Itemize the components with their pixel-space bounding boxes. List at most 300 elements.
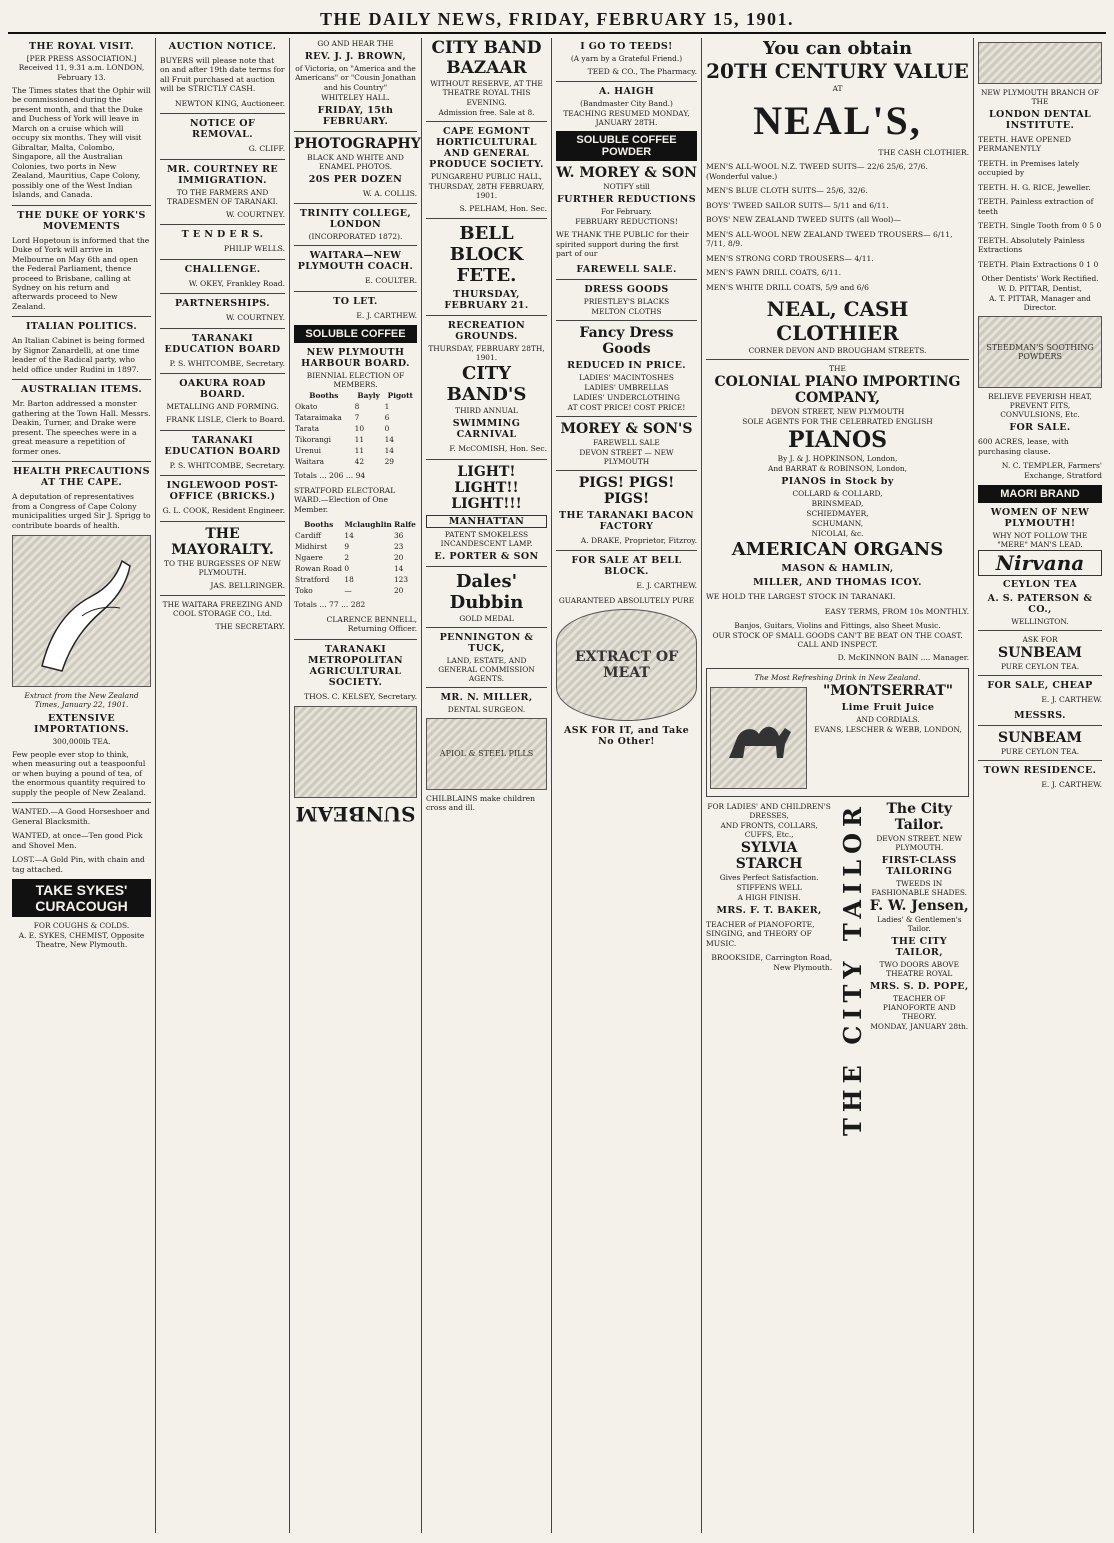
dental-line: TEETH. HAVE OPENED PERMANENTLY <box>978 135 1071 154</box>
taranaki-education-2-signature: P. S. WHITCOMBE, Secretary. <box>169 460 285 470</box>
removal-signature: G. CLIFF. <box>248 144 285 154</box>
pope-date: MONDAY, JANUARY 28th. <box>870 1021 969 1031</box>
column-3 <box>290 38 422 1533</box>
jensen: F. W. Jensen, <box>869 897 969 914</box>
divider <box>160 259 285 260</box>
recreation-grounds: RECREATION GROUNDS. <box>447 320 526 343</box>
obtain-heading: You can obtain <box>762 38 913 59</box>
oakura-signature: FRANK LISLE, Clerk to Board. <box>166 415 285 425</box>
paterson-sub: WELLINGTON. <box>1011 617 1069 627</box>
sunbeam-2-title: SUNBEAM <box>998 729 1082 746</box>
stratford-totals: Totals ... 77 ... 282 <box>294 600 366 610</box>
miller-thomas: MILLER, AND THOMAS ICOY. <box>753 577 922 589</box>
city-tailor: THE CITY TAILOR, <box>891 935 948 958</box>
divider <box>426 121 547 122</box>
manhattan-title: MANHATTAN <box>426 515 547 528</box>
mckinnon: D. McKINNON BAIN .... Manager. <box>837 653 969 663</box>
divider <box>426 218 547 219</box>
illustration-caption: Extract from the New Zealand Times, January 22, 1901. <box>24 691 139 710</box>
pianos-heading: PIANOS <box>787 427 888 454</box>
mayoralty-signature: JAS. BELLRINGER. <box>210 580 285 590</box>
piano-agents: SOLE AGENTS FOR THE CELEBRATED ENGLISH <box>742 417 933 427</box>
devon-street: DEVON STREET — NEW PLYMOUTH <box>579 447 674 466</box>
pennington-sub: LAND, ESTATE, AND GENERAL COMMISSION AGENTS. <box>438 655 535 683</box>
waitara-freezing-signature: THE SECRETARY. <box>215 622 285 632</box>
sunbeam-title: SUNBEAM <box>998 645 1082 662</box>
melton-cloths: MELTON CLOTHS <box>591 306 662 316</box>
fete-title: BELL BLOCK FETE. <box>449 223 524 287</box>
banjos: Banjos, Guitars, Violins and Fittings, also Sheet Music. <box>734 621 941 631</box>
harbour-col-booths: Booths <box>309 391 339 401</box>
column-6 <box>702 38 974 1533</box>
health-text: A deputation of representatives from a Congress of Cape Colony municipalities urged Sir J. Sprigg to contribute boards of health. <box>12 492 151 530</box>
pills-illustration <box>426 718 547 790</box>
australian-items-title: AUSTRALIAN ITEMS. <box>20 384 143 396</box>
waitara-coach-title: WAITARA—NEW PLYMOUTH COACH. <box>297 250 414 273</box>
pennington-title: PENNINGTON & TUCK, <box>439 631 534 654</box>
town-residence: TOWN RESIDENCE. <box>983 764 1097 776</box>
ask-for-it: ASK FOR IT, and Take No Other! <box>563 724 690 747</box>
sale-cheap-title: FOR SALE, CHEAP <box>987 680 1093 692</box>
mayoralty-sub: TO THE BURGESSES OF NEW PLYMOUTH. <box>164 558 281 577</box>
divider <box>426 315 547 316</box>
waitara-freezing-title: THE WAITARA FREEZING AND COOL STORAGE CO., Ltd. <box>162 600 283 619</box>
dales-dubbin-title: Dales' Dubbin <box>449 570 524 613</box>
trinity-title: TRINITY COLLEGE, LONDON <box>299 208 412 231</box>
egmont-title: CAPE EGMONT HORTICULTURAL AND GENERAL PRODUCE SOCIETY. <box>429 125 544 170</box>
brown-sub: of Victoria, on "America and the Americans" or "Cousin Jonathan and his Country" <box>295 64 416 92</box>
high-finish: A HIGH FINISH. <box>737 892 801 902</box>
miller-title: MR. N. MILLER, <box>440 691 533 703</box>
bacon-factory: THE TARANAKI BACON FACTORY <box>559 509 694 532</box>
camel-icon <box>719 698 799 778</box>
at-label: AT <box>832 84 843 93</box>
partnerships-signature: W. COURTNEY. <box>225 313 285 323</box>
dental-branch: NEW PLYMOUTH BRANCH OF THE <box>980 88 1100 106</box>
morey-further: FURTHER REDUCTIONS <box>557 194 696 206</box>
teeds-sub: (A yarn by a Grateful Friend.) <box>570 54 683 63</box>
taranaki-education-2-title: TARANAKI EDUCATION BOARD <box>164 434 281 457</box>
neal-item: MEN'S ALL-WOOL N.Z. TWEED SUITS— 22/6 25/6, 27/6. (Wonderful value.) <box>706 162 928 181</box>
morey-thank: WE THANK THE PUBLIC for their spirited support during the first part of our <box>556 230 689 259</box>
masthead: THE DAILY NEWS, FRIDAY, FEBRUARY 15, 1901. <box>8 6 1106 34</box>
soothing-title: STEEDMAN'S SOOTHING POWDERS <box>986 343 1094 362</box>
auction-text: BUYERS will please note that on and after 19th date terms for all Fruit purchased at auction will be STRICTLY CASH. <box>160 56 285 94</box>
dental-line: TEETH. Single Tooth from 0 5 0 <box>978 221 1102 231</box>
neals-title: NEAL'S, <box>753 98 922 143</box>
haigh-title: A. HAIGH <box>598 86 655 98</box>
lost-gold-pin: LOST.—A Gold Pin, with chain and tag attached. <box>12 855 145 874</box>
table-row: Tataraimaka 7 6 <box>295 413 390 423</box>
divider <box>556 416 697 417</box>
divider <box>160 521 285 522</box>
divider <box>294 291 417 292</box>
sunbeam-2-sub: PURE CEYLON TEA. <box>1000 746 1080 756</box>
also-pianos: PIANOS in Stock by <box>781 476 894 488</box>
neal-item: MEN'S STRONG CORD TROUSERS— 4/11. <box>706 253 874 263</box>
maker: COLLARD & COLLARD, <box>792 489 883 499</box>
egmont-signature: S. PELHAM, Hon. Sec. <box>459 203 547 213</box>
fancy-dress-title: Fancy Dress Goods <box>579 324 674 357</box>
photography-sub: BLACK AND WHITE AND ENAMEL PHOTOS. <box>307 152 404 171</box>
oakura-title: OAKURA ROAD BOARD. <box>179 378 266 401</box>
carnival-main: SWIMMING CARNIVAL <box>452 418 521 441</box>
extract-illustration <box>556 609 697 721</box>
soluble-coffee-banner: SOLUBLE COFFEE <box>294 325 417 343</box>
divider <box>556 279 697 280</box>
divider <box>978 725 1102 726</box>
maker: SCHUMANN, <box>811 519 864 529</box>
montserrat-tagline: The Most Refreshing Drink in New Zealand. <box>754 672 921 682</box>
montserrat-title: "MONTSERRAT" <box>822 682 954 699</box>
light-title: LIGHT! LIGHT!! LIGHT!!! <box>451 463 522 512</box>
taranaki-education-signature: P. S. WHITCOMBE, Secretary. <box>169 358 285 368</box>
maker: NICOLAI, &c. <box>811 529 864 539</box>
town-signature: E. J. CARTHEW. <box>1041 779 1102 789</box>
sunbeam-sub: PURE CEYLON TEA. <box>1000 662 1080 672</box>
italian-politics-text: An Italian Cabinet is being formed by Signor Zanardelli, at one time leader of the Radical party, who held office under Rudini in 1897. <box>12 336 145 374</box>
pills-banner: APIOL & STEEL PILLS <box>439 749 534 759</box>
metro-signature: THOS. C. KELSEY, Secretary. <box>304 691 417 701</box>
dental-line: TEETH. Absolutely Painless Extractions <box>978 235 1085 255</box>
brown-head: GO AND HEAR THE <box>317 39 394 48</box>
divider <box>294 131 417 132</box>
divider <box>978 630 1102 631</box>
royal-visit-text: The Times states that the Ophir will be commissioned during the present month, and that the Duke and Duchess of York will leave in March on a cruise which will occupy six months. They will visit Gibraltar, Malta, Colombo, Singapore, all the Australian Colonies, two ports in New Zealand, Mauritius, Cape Colony, possibly one of the West Indian Islands, and Canada. <box>12 85 151 200</box>
divider <box>556 550 697 551</box>
sylvia: SYLVIA <box>740 839 798 856</box>
women-sub: WHY NOT FOLLOW THE "MERE" MAN'S LEAD. <box>992 531 1088 550</box>
jensen-sub: Ladies' & Gentlemen's Tailor. <box>876 914 962 933</box>
columns <box>8 38 1106 1533</box>
harbour-title: NEW PLYMOUTH HARBOUR BOARD. <box>301 347 410 370</box>
morey-title: W. MOREY & SON <box>556 165 697 182</box>
farewell-sale: FAREWELL SALE <box>593 437 660 447</box>
table-row: Rowan Road 0 14 <box>295 564 404 574</box>
divider <box>12 461 151 462</box>
sykes-footer: A. E. SYKES, CHEMIST, Opposite Theatre, New Plymouth. <box>18 931 145 950</box>
sylvia-starch-advert <box>706 801 832 1136</box>
ladies-underclothing: LADIES' UNDERCLOTHING <box>573 392 680 402</box>
extract-sub: GUARANTEED ABSOLUTELY PURE <box>558 595 695 605</box>
dales-dubbin-sub: GOLD MEDAL <box>459 613 514 623</box>
divider <box>160 224 285 225</box>
stratford-table: Booths Mclaughlin Ralfe Cardiff 14 36 Midhirst 9 23 Ngaere 2 20 Rowan Road 0 14 Stratford 18 123 Toko — 20 <box>295 520 416 596</box>
dress-goods: DRESS GOODS <box>584 283 669 295</box>
maori-brand-banner: MAORI BRAND <box>978 485 1102 503</box>
haigh-sub: (Bandmaster City Band.) <box>580 99 673 109</box>
table-row: Cardiff 14 36 <box>295 531 404 541</box>
mayoralty-title: THE MAYORALTY. <box>171 525 274 558</box>
photography-signature: W. A. COLLIS. <box>362 188 417 198</box>
small-goods: OUR STOCK OF SMALL GOODS CAN'T BE BEAT ON THE COAST. CALL AND INSPECT. <box>712 631 963 650</box>
brown-date: FRIDAY, 15th FEBRUARY. <box>317 104 394 127</box>
divider <box>556 320 697 321</box>
divider <box>12 802 151 803</box>
duke-movements-title: THE DUKE OF YORK'S MOVEMENTS <box>17 209 146 232</box>
neal-item: MEN'S ALL-WOOL NEW ZEALAND TWEED TROUSERS— 6/11, 7/11, 8/9. <box>706 229 953 249</box>
inglewood-signature: G. L. COOK, Resident Engineer. <box>162 506 285 516</box>
cost-price: AT COST PRICE! COST PRICE! <box>567 402 686 412</box>
farmers-title: TO THE FARMERS AND TRADESMEN OF TARANAKI. <box>167 187 278 206</box>
neal-item: BOYS' NEW ZEALAND TWEED SUITS (all Wool)— <box>706 215 901 225</box>
dental-logo <box>978 42 1102 84</box>
divider <box>12 379 151 380</box>
cash-clothier: THE CASH CLOTHIER. <box>878 148 969 157</box>
sale-title: FOR SALE. <box>1009 422 1071 434</box>
maker: BRINSMEAD, <box>811 499 864 509</box>
fronts: AND FRONTS, COLLARS, CUFFS, Etc., <box>720 820 818 839</box>
wanted-blacksmith: WANTED.—A Good Horseshoer and General Blacksmith. <box>12 807 150 826</box>
barrat: And BARRAT & ROBINSON, London, <box>768 464 907 474</box>
italian-politics-title: ITALIAN POLITICS. <box>25 321 138 333</box>
harbour-signature: CLARENCE BENNELL, Returning Officer. <box>326 614 417 634</box>
royal-visit-title: THE ROYAL VISIT. <box>29 41 134 52</box>
easy-terms: EASY TERMS, FROM 10s MONTHLY. <box>824 606 969 616</box>
harbour-col-bayly: Bayly <box>357 391 380 401</box>
ladies-umbrellas: LADIES' UMBRELLAS <box>584 382 669 392</box>
ladies-macintoshes: LADIES' MACINTOSHES <box>579 372 674 382</box>
extract-text: EXTRACT OF MEAT <box>574 648 679 681</box>
dental-line: TEETH. Plain Extractions 0 1 0 <box>978 259 1099 269</box>
vertical-city-tailor: THE CITY TAILOR <box>837 800 867 1136</box>
brown-title: REV. J. J. BROWN, <box>304 51 407 62</box>
soothing-sub: RELIEVE FEVERISH HEAT, PREVENT FITS, CONVULSIONS, Etc. <box>988 392 1092 420</box>
sale-cheap-signature: E. J. CARTHEW. <box>1041 695 1102 705</box>
carnival-signature: F. McCOMISH, Hon. Sec. <box>449 444 547 454</box>
divider <box>160 159 285 160</box>
divider <box>160 595 285 596</box>
tolet-title: TO LET. <box>333 295 378 307</box>
divider <box>160 293 285 294</box>
soothing-illustration <box>978 316 1102 388</box>
divider <box>160 430 285 431</box>
photography-price: 20S PER DOZEN <box>308 173 403 185</box>
piano-title: COLONIAL PIANO IMPORTING COMPANY, <box>714 374 961 407</box>
dental-line: TEETH. in Premises lately occupied by <box>978 158 1080 178</box>
american-organs: AMERICAN ORGANS <box>731 539 944 561</box>
challenge-signature: W. OKEY, Frankley Road. <box>188 278 285 288</box>
hopkinson: By J. & J. HOPKINSON, London, <box>777 454 898 464</box>
carnival-title: CITY BAND'S <box>446 363 527 406</box>
neal-item: MEN'S FAWN DRILL COATS, 6/11. <box>706 268 842 278</box>
sunbeam-inverted: SUNBEAM <box>295 802 416 827</box>
pigs-title: PIGS! PIGS! PIGS! <box>578 474 675 507</box>
divider <box>978 760 1102 761</box>
ladies-for: FOR LADIES' AND CHILDREN'S DRESSES, <box>707 801 831 820</box>
dental-line: TEETH. Painless extraction of teeth <box>978 197 1094 216</box>
morey-sons-title: MOREY & SON'S <box>560 420 693 437</box>
hands-icon <box>22 546 142 676</box>
tolet-signature: E. J. CARTHEW. <box>356 310 417 320</box>
tenders-signature: PHILIP WELLS. <box>223 244 285 254</box>
divider <box>706 359 969 360</box>
column-1 <box>8 38 156 1533</box>
harbour-col-pigott: Pigott <box>387 391 413 401</box>
bazaar-note: Admission free. Sale at 8. <box>438 107 535 117</box>
harbour-totals: Totals ... 206 ... 94 <box>294 471 366 481</box>
dental-title: LONDON DENTAL INSTITUTE. <box>988 109 1092 131</box>
tenders-title: T E N D E R S. <box>181 229 264 241</box>
royal-visit-source: [PER PRESS ASSOCIATION.] Received 11, 9.31 a.m. LONDON, February 13. <box>18 54 145 82</box>
advert-illustration <box>294 706 417 798</box>
baker-address: BROOKSIDE, Carrington Road, New Plymouth. <box>711 953 833 972</box>
divider <box>294 203 417 204</box>
egmont-venue: PUNGAREHU PUBLIC HALL, <box>430 171 543 181</box>
miller-sub: DENTAL SURGEON. <box>447 704 526 714</box>
waitara-coach-signature: E. COULTER. <box>365 276 417 286</box>
divider <box>294 639 417 640</box>
divider <box>12 316 151 317</box>
divider <box>160 113 285 114</box>
priestley-blacks: PRIESTLEY'S BLACKS <box>583 296 670 306</box>
morey-february: For February. <box>601 207 652 217</box>
sale-signature: N. C. TEMPLER, Farmers' Exchange, Stratford <box>1001 461 1102 480</box>
baker-title: MRS. F. T. BAKER, <box>716 904 822 916</box>
pope-title: MRS. S. D. POPE, <box>869 980 969 992</box>
divider <box>426 687 547 688</box>
nirvana-logo: Nirvana <box>978 550 1102 576</box>
neal-item: BOYS' TWEED SAILOR SUITS— 5/11 and 6/11. <box>706 200 889 210</box>
divider <box>12 205 151 206</box>
egmont-date: THURSDAY, 28TH FEBRUARY, 1901. <box>428 181 545 200</box>
haigh-text: TEACHING RESUMED MONDAY, JANUARY 28TH. <box>563 109 690 128</box>
metro-title: TARANAKI METROPOLITAN AGRICULTURAL SOCIETY. <box>308 643 403 688</box>
soluble-coffee-powder-banner: SOLUBLE COFFEE POWDER <box>556 131 697 161</box>
neal-footer: NEAL, CASH CLOTHIER <box>766 297 909 346</box>
table-row: Toko — 20 <box>295 586 404 596</box>
auction-signature: NEWTON KING, Auctioneer. <box>174 98 285 108</box>
divider <box>426 566 547 567</box>
divider <box>160 328 285 329</box>
dental-footer: Other Dentists' Work Rectified. <box>981 274 1099 284</box>
brown-venue: WHITELEY HALL. <box>321 92 390 102</box>
divider <box>556 470 697 471</box>
table-row: Midhirst 9 23 <box>295 542 404 552</box>
photography-title: PHOTOGRAPHY <box>294 135 421 152</box>
divider <box>294 245 417 246</box>
bell-block-signature: E. J. CARTHEW. <box>636 581 697 591</box>
tailor-title: The City Tailor. <box>886 800 952 833</box>
challenge-title: CHALLENGE. <box>184 263 261 275</box>
courtney-title: MR. COURTNEY RE IMMIGRATION. <box>166 163 279 186</box>
piano-the: THE <box>829 364 846 374</box>
hands-illustration <box>12 535 151 687</box>
wanted-pick-shovel: WANTED, at once—Ten good Pick and Shovel Men. <box>12 831 143 850</box>
sale-text: 600 ACRES, lease, with purchasing clause. <box>978 437 1069 456</box>
duke-movements-text: Lord Hopetoun is informed that the Duke of York will arrive in Melbourne on May 6th and open the Federal Parliament, thence proceed to Brisbane, calling at Sydney on his return and afterwards proceed to New Zealand. <box>12 235 150 311</box>
trinity-sub: (INCORPORATED 1872). <box>308 232 403 242</box>
australian-items-text: Mr. Barton addressed a monster gathering at the Town Hall. Messrs. Deakin, Turner, and Drake were present. The speeches were in a great measure a repetition of former ones. <box>12 399 151 456</box>
manhattan-agents: E. PORTER & SON <box>434 550 539 562</box>
montserrat-sub: Lime Fruit Juice <box>841 701 935 713</box>
dental-manager: A. T. PITTAR, Manager and Director. <box>989 294 1091 313</box>
column-4 <box>422 38 552 1533</box>
teeds-signature: TEED & CO., The Pharmacy. <box>587 67 697 76</box>
sunbeam-ask: ASK FOR <box>1022 635 1058 645</box>
starch-sub: Gives Perfect Satisfaction. <box>719 872 819 882</box>
health-title: HEALTH PRECAUTIONS AT THE CAPE. <box>13 466 150 489</box>
bazaar-sub: WITHOUT RESERVE, AT THE THEATRE ROYAL THIS EVENING. <box>430 79 543 107</box>
table-row: Ngaere 2 20 <box>295 553 404 563</box>
neal-item: MEN'S BLUE CLOTH SUITS— 25/6, 32/6. <box>706 186 868 196</box>
column-2 <box>156 38 290 1533</box>
column-7 <box>974 38 1106 1533</box>
recreation-date: THURSDAY, FEBRUARY 28TH, 1901. <box>428 344 545 363</box>
pope-sub: TEACHER OF PIANOFORTE AND THEORY. <box>882 993 956 1021</box>
harbour-table <box>294 390 417 467</box>
sykes-banner: TAKE SYKES' CURACOUGH <box>12 879 151 917</box>
teeds-title: I GO TO TEEDS! <box>580 41 673 52</box>
city-tailor-advert <box>838 801 970 1136</box>
tailor-address: TWO DOORS ABOVE THEATRE ROYAL <box>879 959 960 978</box>
harbour-sub: BIENNIAL ELECTION OF MEMBERS. <box>306 371 405 390</box>
partnerships-title: PARTNERSHIPS. <box>175 298 270 310</box>
messrs: MESSRS. <box>1014 709 1066 721</box>
importations-sub: 300,000lb TEA. <box>52 736 111 746</box>
largest-stock: WE HOLD THE LARGEST STOCK IN TARANAKI. <box>706 592 896 602</box>
bell-block-sale: FOR SALE AT BELL BLOCK. <box>571 555 682 578</box>
neal-item: MEN'S WHITE DRILL COATS, 5/9 and 6/6 <box>706 282 869 292</box>
dental-principal: W. D. PITTAR, Dentist, <box>998 284 1082 294</box>
mason-hamlin: MASON & HAMLIN, <box>781 563 894 575</box>
oakura-sub: METALLING AND FORMING. <box>166 402 279 412</box>
carnival-sub: THIRD ANNUAL <box>455 406 518 416</box>
table-row: Tarata 10 0 <box>295 424 390 434</box>
tweeds: TWEEDS IN FASHIONABLE SHADES. <box>871 878 967 897</box>
table-row: Stratford 18 123 <box>295 575 409 585</box>
divider <box>160 475 285 476</box>
tailor-sub: DEVON STREET. NEW PLYMOUTH. <box>876 833 963 852</box>
starch: STARCH <box>735 855 803 872</box>
morey-farewell: FAREWELL SALE. <box>576 263 677 275</box>
piano-address: DEVON STREET, NEW PLYMOUTH <box>770 407 905 417</box>
evans-lescher: EVANS, LESCHER & WEBB, LONDON, <box>814 724 962 734</box>
montserrat-advert <box>706 668 969 797</box>
paterson: A. S. PATERSON & CO., <box>987 593 1093 616</box>
maker: SCHIEDMAYER, <box>806 509 869 519</box>
table-row: Waitara 42 29 <box>295 457 394 467</box>
table-row: Tikorangi 11 14 <box>295 435 394 445</box>
fancy-dress-sub: REDUCED IN PRICE. <box>567 359 686 371</box>
morey-notify: NOTIFY still <box>603 182 650 192</box>
divider <box>426 627 547 628</box>
bazaar-title: CITY BAND BAZAAR <box>431 38 542 78</box>
importations-title: EXTENSIVE IMPORTATIONS. <box>33 712 129 735</box>
sykes-sub: FOR COUGHS & COLDS. <box>33 921 130 931</box>
stiffens: STIFFENS WELL <box>736 882 802 892</box>
morey-reductions: FEBRUARY REDUCTIONS! <box>575 217 678 227</box>
taranaki-education-title: TARANAKI EDUCATION BOARD <box>164 332 281 355</box>
fete-date: THURSDAY, FEBRUARY 21. <box>444 289 529 312</box>
divider <box>426 459 547 460</box>
tailoring: FIRST-CLASS TAILORING <box>881 854 957 877</box>
table-row: Urenui 11 14 <box>295 446 394 456</box>
ceylon-tea: CEYLON TEA <box>1002 579 1078 591</box>
auction-title: AUCTION NOTICE. <box>168 41 277 52</box>
divider <box>556 81 697 82</box>
manhattan-sub: PATENT SMOKELESS INCANDESCENT LAMP. <box>440 529 533 548</box>
importations-text: Few people ever stop to think, when measuring out a teaspoonful or when buying a pound of tea, of the enormous quantity required to supply the people of New Zealand. <box>12 749 146 797</box>
montserrat-cordials: AND CORDIALS. <box>856 714 920 724</box>
bacon-signature: A. DRAKE, Proprietor, Fitzroy. <box>580 535 697 545</box>
neal-address: CORNER DEVON AND BROUGHAM STREETS. <box>748 346 927 356</box>
removal-title: NOTICE OF REMOVAL. <box>189 118 256 141</box>
divider <box>160 373 285 374</box>
table-row: Okato 8 1 <box>295 402 390 412</box>
column-5 <box>552 38 702 1533</box>
women-title: WOMEN OF NEW PLYMOUTH! <box>990 507 1090 530</box>
